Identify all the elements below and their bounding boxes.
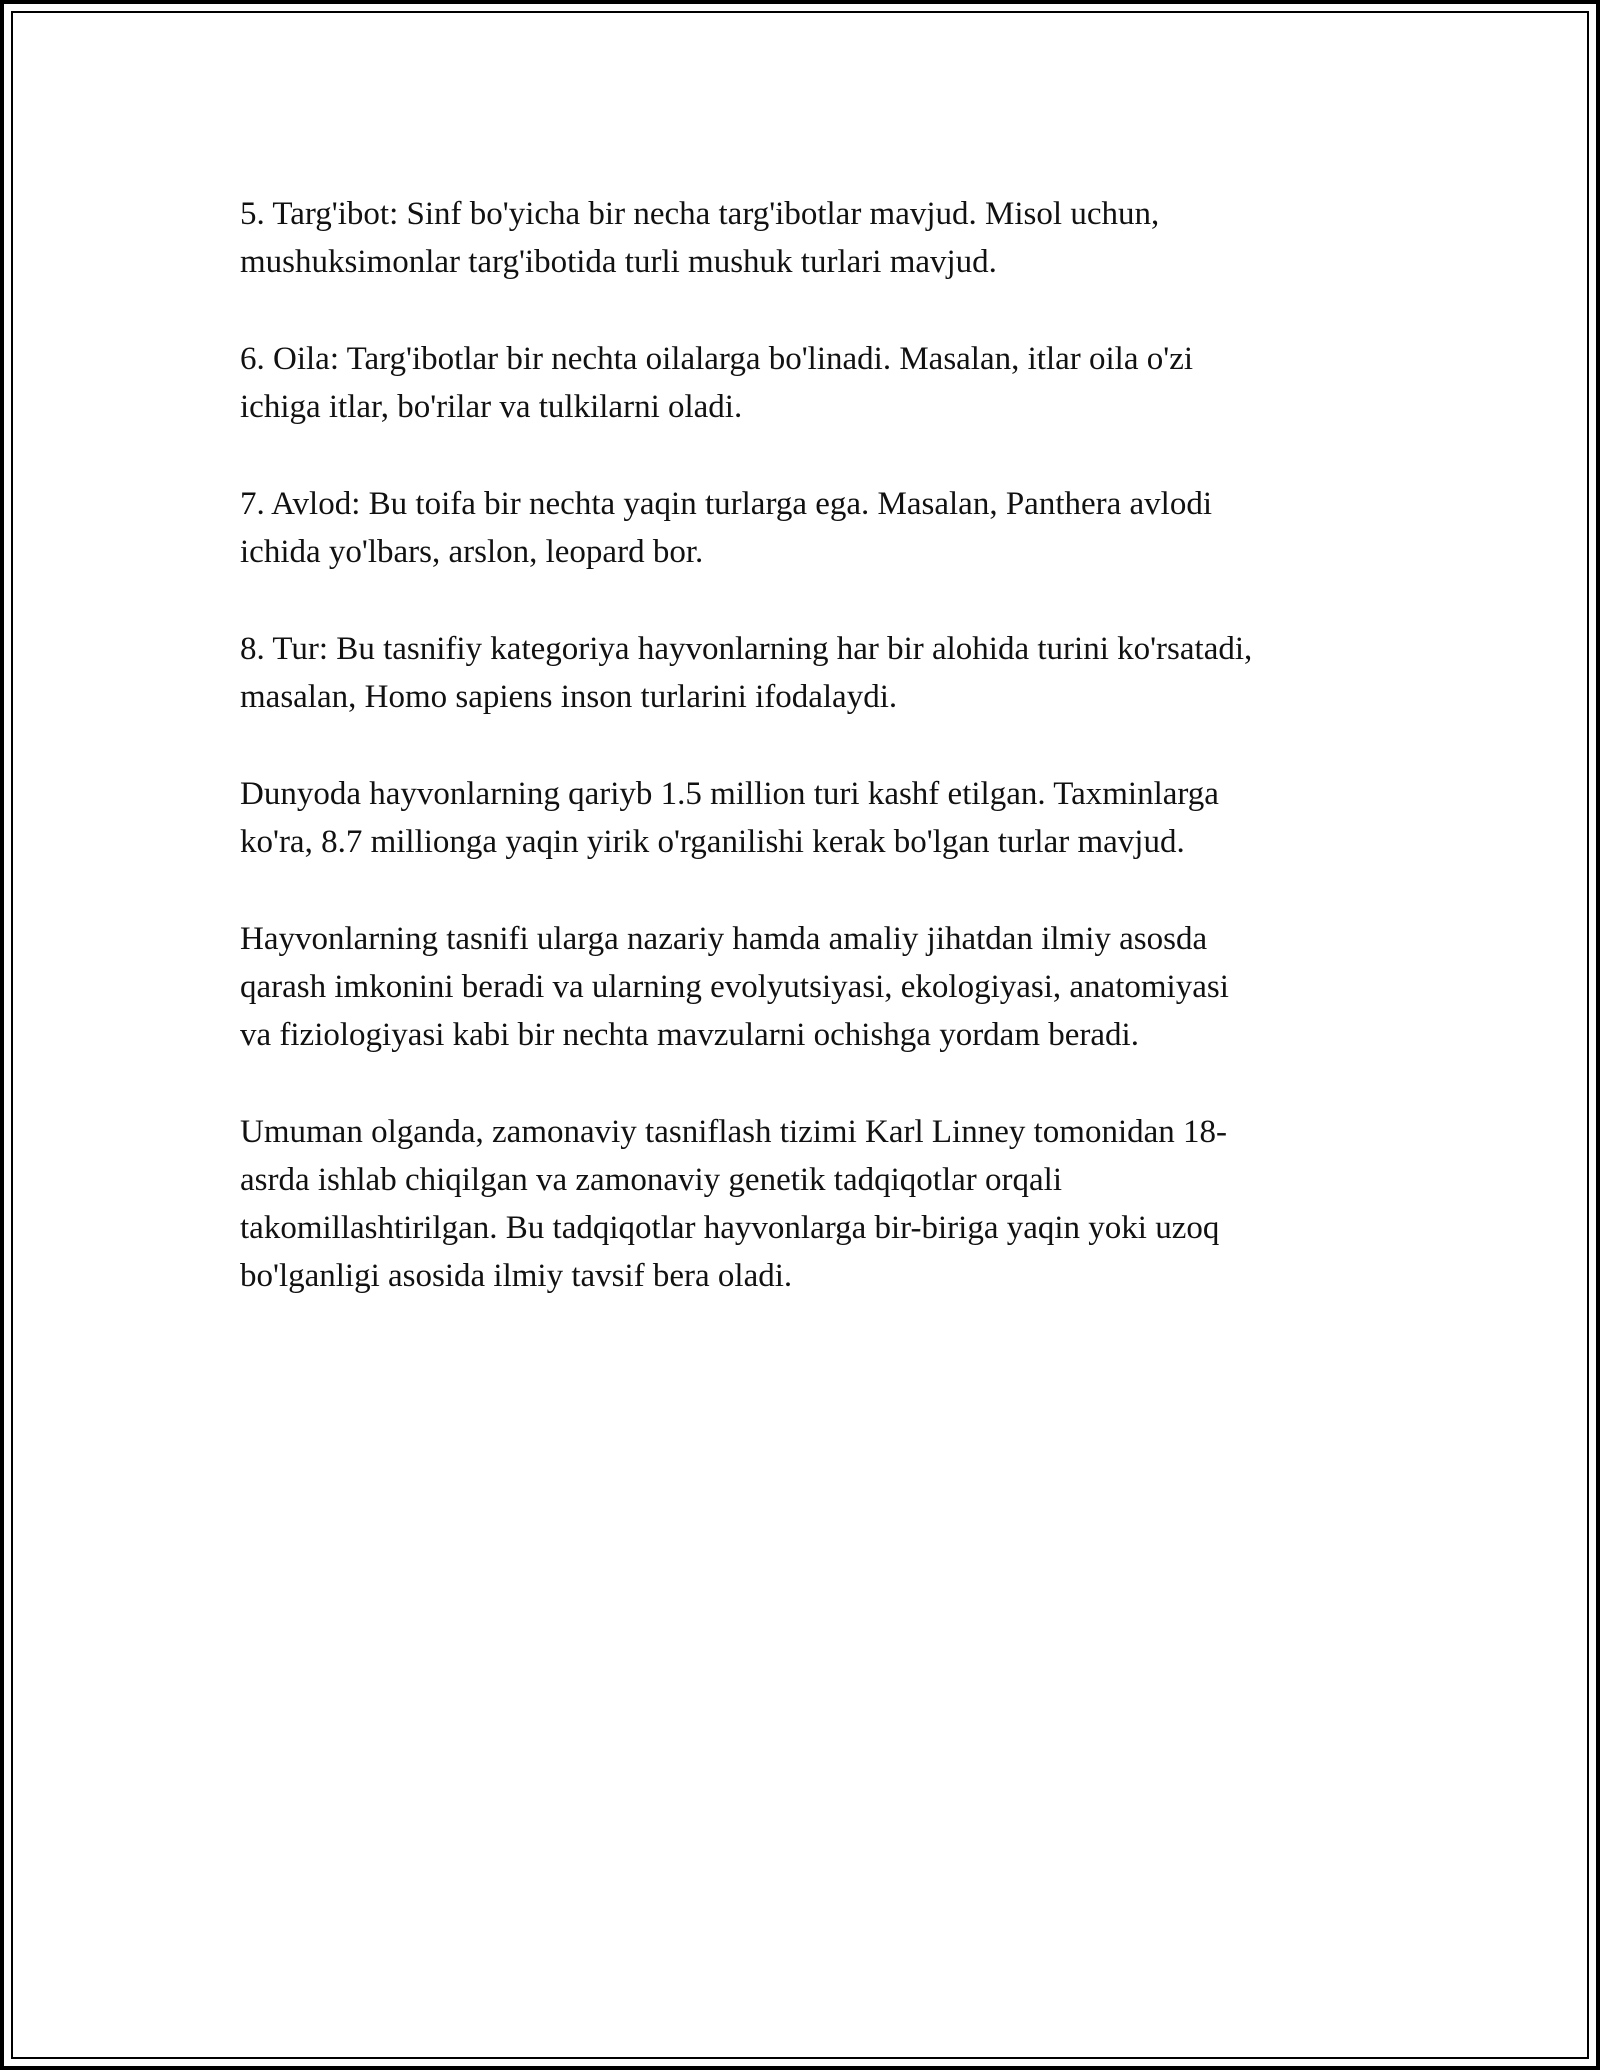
paragraph-line: masalan, Homo sapiens inson turlarini ifodalaydi. xyxy=(240,679,898,715)
paragraph-line: ko'ra, 8.7 millionga yaqin yirik o'rganilishi kerak bo'lgan turlar mavjud. xyxy=(240,824,1185,860)
paragraph-line: bo'lganligi asosida ilmiy tavsif bera oladi. xyxy=(240,1258,793,1294)
paragraph-tur xyxy=(240,625,1370,721)
paragraph-oila xyxy=(240,335,1370,431)
paragraph-line: Dunyoda hayvonlarning qariyb 1.5 million turi kashf etilgan. Taxminlarga xyxy=(240,776,1219,812)
paragraph-line: 7. Avlod: Bu toifa bir nechta yaqin turlarga ega. Masalan, Panthera avlodi xyxy=(240,486,1213,522)
paragraph-line: mushuksimonlar targ'ibotida turli mushuk turlari mavjud. xyxy=(240,244,997,280)
document-body xyxy=(240,190,1370,1300)
paragraph-classification-value xyxy=(240,915,1370,1059)
paragraph-line: 5. Targ'ibot: Sinf bo'yicha bir necha targ'ibotlar mavjud. Misol uchun, xyxy=(240,196,1160,232)
paragraph-line: 6. Oila: Targ'ibotlar bir nechta oilalarga bo'linadi. Masalan, itlar oila o'zi xyxy=(240,341,1194,377)
paragraph-line: Hayvonlarning tasnifi ularga nazariy hamda amaliy jihatdan ilmiy asosda xyxy=(240,921,1208,957)
paragraph-line: ichida yo'lbars, arslon, leopard bor. xyxy=(240,534,704,570)
paragraph-line: Umuman olganda, zamonaviy tasniflash tizimi Karl Linney tomonidan 18- xyxy=(240,1114,1228,1150)
paragraph-line: takomillashtirilgan. Bu tadqiqotlar hayvonlarga bir-biriga yaqin yoki uzoq xyxy=(240,1210,1220,1246)
paragraph-line: ichiga itlar, bo'rilar va tulkilarni oladi. xyxy=(240,389,743,425)
paragraph-conclusion xyxy=(240,1108,1370,1300)
paragraph-line: 8. Tur: Bu tasnifiy kategoriya hayvonlarning har bir alohida turini ko'rsatadi, xyxy=(240,631,1253,667)
paragraph-avlod xyxy=(240,480,1370,576)
paragraph-line: qarash imkonini beradi va ularning evolyutsiyasi, ekologiyasi, anatomiyasi xyxy=(240,969,1229,1005)
paragraph-species-count xyxy=(240,770,1370,866)
paragraph-targibot xyxy=(240,190,1370,286)
paragraph-line: asrda ishlab chiqilgan va zamonaviy genetik tadqiqotlar orqali xyxy=(240,1162,1062,1198)
paragraph-line: va fiziologiyasi kabi bir nechta mavzularni ochishga yordam beradi. xyxy=(240,1017,1139,1053)
